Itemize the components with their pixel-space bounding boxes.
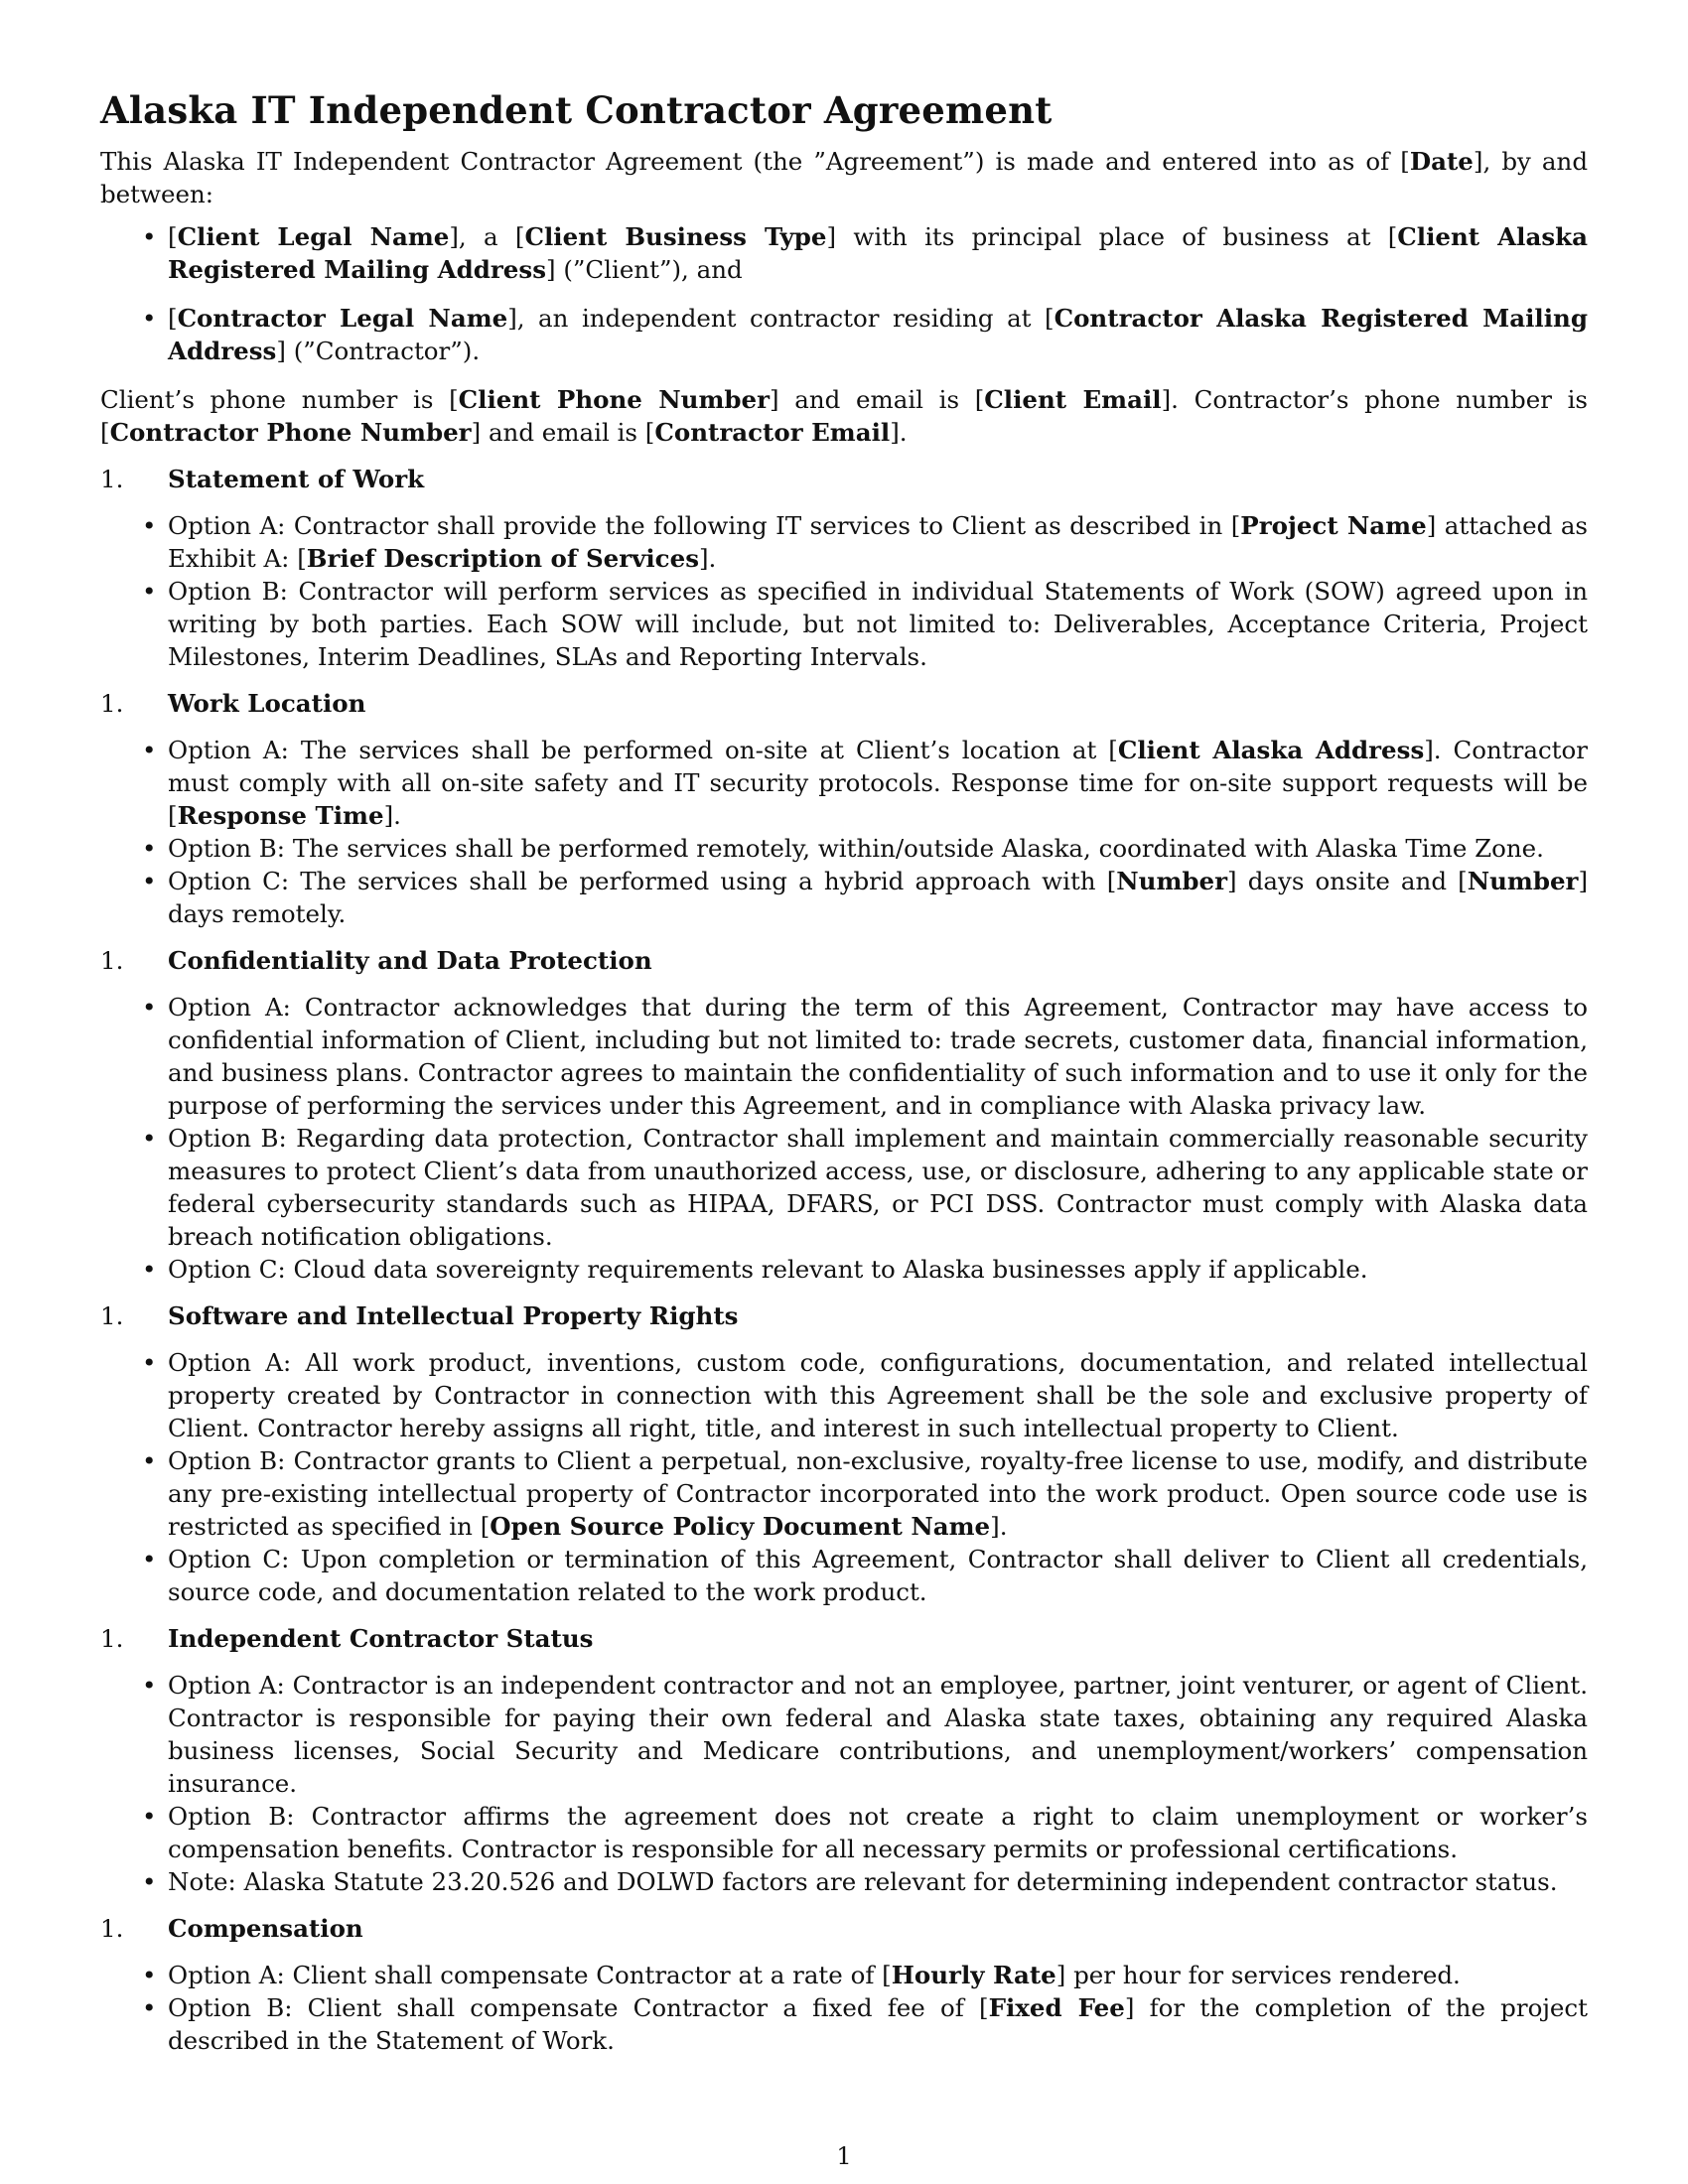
- section-options-list: [100, 1346, 1588, 1608]
- option-text: Option B: The services shall be performed remotely, within/outside Alaska, coordinated with Alaska Time Zone.: [168, 834, 1544, 863]
- placeholder-contractor-email: Contractor Email: [654, 418, 891, 447]
- placeholder-field: Number: [1116, 867, 1228, 895]
- section-heading: [100, 1912, 1588, 1945]
- contact-text: ] and email is [: [770, 385, 985, 414]
- placeholder-contractor-mailing-address: Contractor Alaska Registered Mailing Address: [168, 304, 1588, 365]
- bullet-icon: •: [142, 222, 157, 251]
- option-text: ].: [698, 544, 717, 573]
- party-text: ], an independent contractor residing at [: [507, 304, 1055, 333]
- list-item: [142, 1253, 1588, 1286]
- placeholder-client-legal-name: Client Legal Name: [177, 222, 450, 251]
- option-text: Option B: Contractor affirms the agreement does not create a right to claim unemployment or worker’s compensation benefits. Contractor is responsible for all necessary permits or professional certifications.: [168, 1802, 1588, 1863]
- placeholder-client-email: Client Email: [984, 385, 1162, 414]
- option-text: Note: Alaska Statute 23.20.526 and DOLWD factors are relevant for determining independent contractor status.: [168, 1867, 1558, 1896]
- placeholder-client-mailing-address: Client Alaska Registered Mailing Address: [168, 222, 1588, 284]
- section-number: 1.: [100, 1624, 124, 1653]
- option-text: Option C: The services shall be performed using a hybrid approach with [: [168, 867, 1117, 895]
- option-text: Option C: Cloud data sovereignty requirements relevant to Alaska businesses apply if applicable.: [168, 1255, 1368, 1284]
- section-title: Confidentiality and Data Protection: [168, 946, 652, 975]
- option-text: ] for the completion of the project described in the Statement of Work.: [168, 1993, 1588, 2055]
- option-text: ] days onsite and [: [1227, 867, 1468, 895]
- section-title: Software and Intellectual Property Rights: [168, 1301, 739, 1330]
- option-text: ] attached as Exhibit A: [: [168, 511, 1589, 573]
- bullet-icon: •: [142, 511, 157, 540]
- parties-list: [100, 220, 1588, 367]
- list-item: [142, 865, 1589, 930]
- section-heading: [100, 687, 1588, 720]
- section-options-list: [100, 1959, 1588, 2057]
- bullet-icon: •: [142, 1545, 157, 1573]
- party-client: [142, 220, 1588, 286]
- list-item: [142, 1346, 1588, 1444]
- intro-text: ], by and between:: [100, 147, 1589, 208]
- bullet-icon: •: [142, 1671, 157, 1700]
- section-heading: [100, 463, 1588, 495]
- bullet-icon: •: [142, 1446, 157, 1475]
- bullet-icon: •: [142, 1124, 157, 1153]
- section-options-list: [100, 509, 1588, 673]
- list-item: [142, 575, 1588, 673]
- intro-text: This Alaska IT Independent Contractor Agreement (the ”Agreement”) is made and entered into as of [: [100, 147, 1410, 176]
- option-text: ].: [383, 801, 401, 830]
- placeholder-field: Project Name: [1240, 511, 1427, 540]
- section-options-list: [100, 991, 1588, 1286]
- option-text: Option A: Contractor shall provide the following IT services to Client as described in [: [168, 511, 1241, 540]
- document-page: [100, 87, 1588, 2067]
- bullet-icon: •: [142, 867, 157, 895]
- document-title: Alaska IT Independent Contractor Agreement: [100, 88, 1053, 132]
- placeholder-date: Date: [1409, 147, 1474, 176]
- bullet-icon: •: [142, 577, 157, 606]
- party-text: ] with its principal place of business at [: [826, 222, 1398, 251]
- option-text: ] days remotely.: [168, 867, 1589, 928]
- list-item: [142, 1959, 1588, 1991]
- list-item: [142, 832, 1588, 865]
- option-text: ].: [990, 1512, 1008, 1541]
- section-number: 1.: [100, 1301, 124, 1330]
- list-item: [142, 1669, 1588, 1800]
- option-text: Option C: Upon completion or termination of this Agreement, Contractor shall deliver to Client all credentials, source code, and documentation related to the work product.: [168, 1545, 1588, 1606]
- bullet-icon: •: [142, 1993, 157, 2022]
- party-text: ] (”Client”), and: [545, 255, 743, 284]
- option-text: Option B: Regarding data protection, Contractor shall implement and maintain commercially reasonable security measures to protect Client’s data from unauthorized access, use, or disclosure, adhering to any applicable state or federal cybersecurity standards such as HIPAA, DFARS, or PCI DSS. Contractor must comply with Alaska data breach notification obligations.: [168, 1124, 1588, 1251]
- option-text: Option A: Contractor is an independent contractor and not an employee, partner, joint venturer, or agent of Client. Contractor is responsible for paying their own federal and Alaska state taxes, obtaining any required Alaska business licenses, Social Security and Medicare contributions, and unemployment/workers’ compensation insurance.: [168, 1671, 1588, 1798]
- section-title: Independent Contractor Status: [168, 1624, 594, 1653]
- bullet-icon: •: [142, 1255, 157, 1284]
- section-number: 1.: [100, 1914, 124, 1943]
- option-text: Option A: Contractor acknowledges that during the term of this Agreement, Contractor may have access to confidential information of Client, including but not limited to: trade secrets, customer data, financial information, and business plans. Contractor agrees to maintain the confidentiality of such information and to use it only for the purpose of performing the services under this Agreement, and in compliance with Alaska privacy law.: [168, 993, 1588, 1120]
- placeholder-field: Response Time: [177, 801, 384, 830]
- party-contractor: [142, 302, 1588, 367]
- list-item: [142, 1800, 1588, 1865]
- placeholder-field: Open Source Policy Document Name: [490, 1512, 991, 1541]
- bullet-icon: •: [142, 304, 157, 333]
- section-number: 1.: [100, 946, 124, 975]
- section-title: Compensation: [168, 1914, 363, 1943]
- contact-text: ].: [890, 418, 908, 447]
- party-text: [: [168, 304, 178, 333]
- section-number: 1.: [100, 465, 124, 493]
- placeholder-field: Fixed Fee: [988, 1993, 1125, 2022]
- bullet-icon: •: [142, 736, 157, 764]
- section-heading: [100, 944, 1588, 977]
- intro-paragraph: [100, 145, 1588, 210]
- section-title: Work Location: [168, 689, 366, 718]
- option-text: Option B: Client shall compensate Contractor a fixed fee of [: [168, 1993, 989, 2022]
- list-item: [142, 1865, 1588, 1898]
- bullet-icon: •: [142, 993, 157, 1022]
- section-number: 1.: [100, 689, 124, 718]
- list-item: [142, 991, 1588, 1122]
- contact-text: Client’s phone number is [: [100, 385, 459, 414]
- section-options-list: [100, 1669, 1588, 1898]
- party-text: ], a [: [449, 222, 525, 251]
- list-item: [142, 1543, 1588, 1608]
- bullet-icon: •: [142, 834, 157, 863]
- option-text: Option B: Contractor grants to Client a perpetual, non-exclusive, royalty-free license to use, modify, and distribute any pre-existing intellectual property of Contractor incorporated into the work product. Open source code use is restricted as specified in [: [168, 1446, 1588, 1541]
- section-title: Statement of Work: [168, 465, 425, 493]
- placeholder-contractor-phone: Contractor Phone Number: [109, 418, 472, 447]
- section-heading: [100, 1622, 1588, 1655]
- list-item: [142, 509, 1589, 575]
- section-options-list: [100, 734, 1588, 930]
- party-text: [: [168, 222, 178, 251]
- list-item: [142, 1122, 1588, 1253]
- sections-container: [100, 463, 1588, 2057]
- placeholder-field: Client Alaska Address: [1117, 736, 1425, 764]
- placeholder-contractor-legal-name: Contractor Legal Name: [177, 304, 508, 333]
- page-number: 1: [836, 2142, 852, 2170]
- list-item: [142, 1444, 1588, 1543]
- option-text: Option A: All work product, inventions, custom code, configurations, documentation, and related intellectual property created by Contractor in connection with this Agreement shall be the sole and exclusive property of Client. Contractor hereby assigns all right, title, and interest in such intellectual property to Client.: [168, 1348, 1588, 1442]
- contact-text: ]. Contractor’s phone number is [: [100, 385, 1588, 447]
- bullet-icon: •: [142, 1867, 157, 1896]
- placeholder-field: Number: [1467, 867, 1579, 895]
- bullet-icon: •: [142, 1961, 157, 1989]
- option-text: Option A: The services shall be performed on-site at Client’s location at [: [168, 736, 1118, 764]
- option-text: ]. Contractor must comply with all on-site safety and IT security protocols. Response time for on-site support requests will be [: [168, 736, 1588, 830]
- placeholder-field: Hourly Rate: [891, 1961, 1056, 1989]
- list-item: [142, 734, 1588, 832]
- option-text: ] per hour for services rendered.: [1055, 1961, 1461, 1989]
- bullet-icon: •: [142, 1348, 157, 1377]
- list-item: [142, 1991, 1588, 2057]
- party-text: ] (”Contractor”).: [276, 337, 481, 365]
- bullet-icon: •: [142, 1802, 157, 1831]
- placeholder-client-phone: Client Phone Number: [458, 385, 771, 414]
- option-text: Option A: Client shall compensate Contractor at a rate of [: [168, 1961, 892, 1989]
- placeholder-field: Brief Description of Services: [306, 544, 699, 573]
- placeholder-client-business-type: Client Business Type: [524, 222, 827, 251]
- option-text: Option B: Contractor will perform services as specified in individual Statements of Work (SOW) agreed upon in writing by both parties. Each SOW will include, but not limited to: Deliverables, Acceptance Criteria, Project Milestones, Interim Deadlines, SLAs and Reporting Intervals.: [168, 577, 1588, 671]
- contact-paragraph: [100, 383, 1588, 449]
- contact-text: ] and email is [: [471, 418, 655, 447]
- section-heading: [100, 1299, 1588, 1332]
